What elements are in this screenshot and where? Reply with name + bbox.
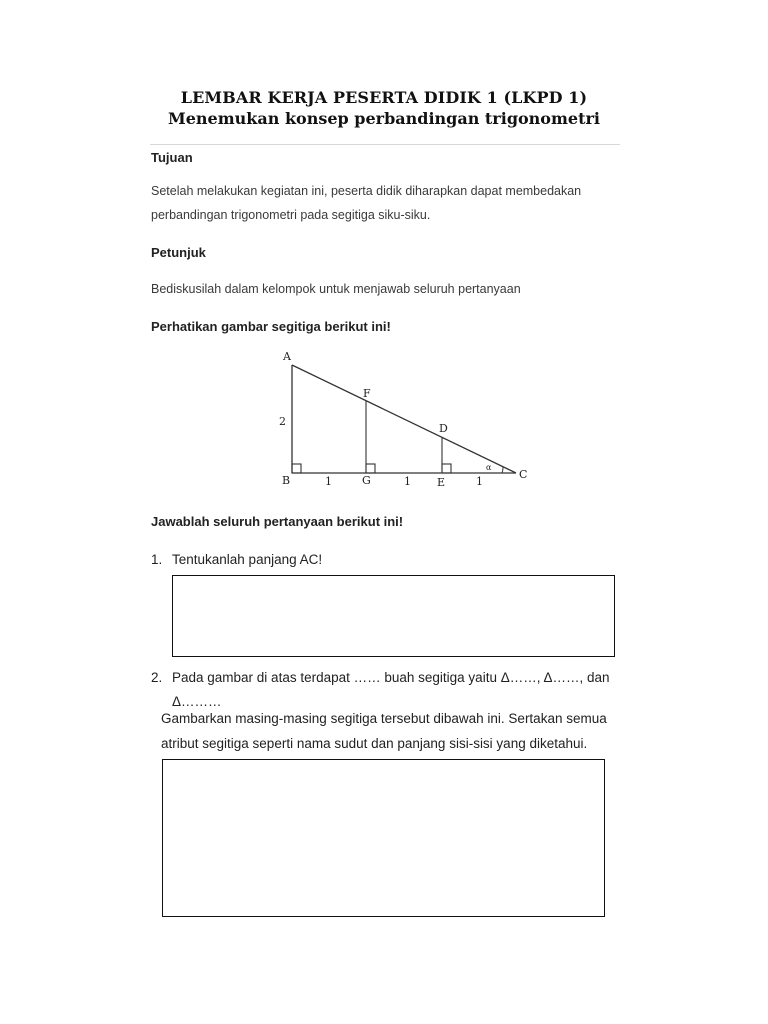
- label-seg-ge: 1: [404, 475, 411, 488]
- q2-text-line1: Pada gambar di atas terdapat …… buah segitiga yaitu Δ……, Δ……, dan: [172, 670, 610, 685]
- triangle-figure: [270, 345, 540, 495]
- tujuan-text-line1: Setelah melakukan kegiatan ini, peserta didik diharapkan dapat membedakan: [151, 184, 582, 198]
- figure-heading: Perhatikan gambar segitiga berikut ini!: [151, 319, 391, 334]
- questions-heading: Jawablah seluruh pertanyaan berikut ini!: [151, 514, 404, 529]
- q2-number: 2.: [151, 670, 163, 685]
- angle-arc: [502, 467, 503, 473]
- petunjuk-heading: Petunjuk: [151, 245, 206, 260]
- side-ac: [292, 365, 516, 473]
- label-e: E: [437, 476, 446, 489]
- q2-text-line3: Gambarkan masing-masing segitiga tersebut dibawah ini. Sertakan semua: [161, 711, 607, 726]
- q1-text: Tentukanlah panjang AC!: [172, 552, 323, 567]
- q2-text-line4: atribut segitiga seperti nama sudut dan panjang sisi-sisi yang diketahui.: [161, 736, 588, 751]
- label-g: G: [362, 474, 371, 487]
- right-angle-b: [292, 464, 301, 473]
- label-seg-ec: 1: [476, 475, 483, 488]
- label-b: B: [282, 474, 291, 487]
- divider: [150, 144, 620, 145]
- petunjuk-text: Bediskusilah dalam kelompok untuk menjawab seluruh pertanyaan: [151, 282, 521, 296]
- label-a: A: [283, 350, 291, 363]
- label-d: D: [439, 422, 448, 435]
- label-angle: α: [486, 463, 492, 472]
- right-angle-e: [442, 464, 451, 473]
- q2-answer-box[interactable]: [162, 759, 605, 917]
- page-title: LEMBAR KERJA PESERTA DIDIK 1 (LKPD 1): [180, 88, 588, 107]
- label-side-ab: 2: [279, 415, 286, 428]
- label-seg-bg: 1: [325, 475, 332, 488]
- q1-number: 1.: [151, 552, 163, 567]
- tujuan-heading: Tujuan: [151, 150, 193, 165]
- label-f: F: [363, 387, 371, 400]
- right-angle-g: [366, 464, 375, 473]
- q2-text-line2: Δ………: [172, 694, 222, 709]
- tujuan-text-line2: perbandingan trigonometri pada segitiga siku-siku.: [151, 208, 431, 222]
- label-c: C: [519, 468, 528, 481]
- q1-answer-box[interactable]: [172, 575, 615, 657]
- page-subtitle: Menemukan konsep perbandingan trigonometri: [168, 109, 600, 128]
